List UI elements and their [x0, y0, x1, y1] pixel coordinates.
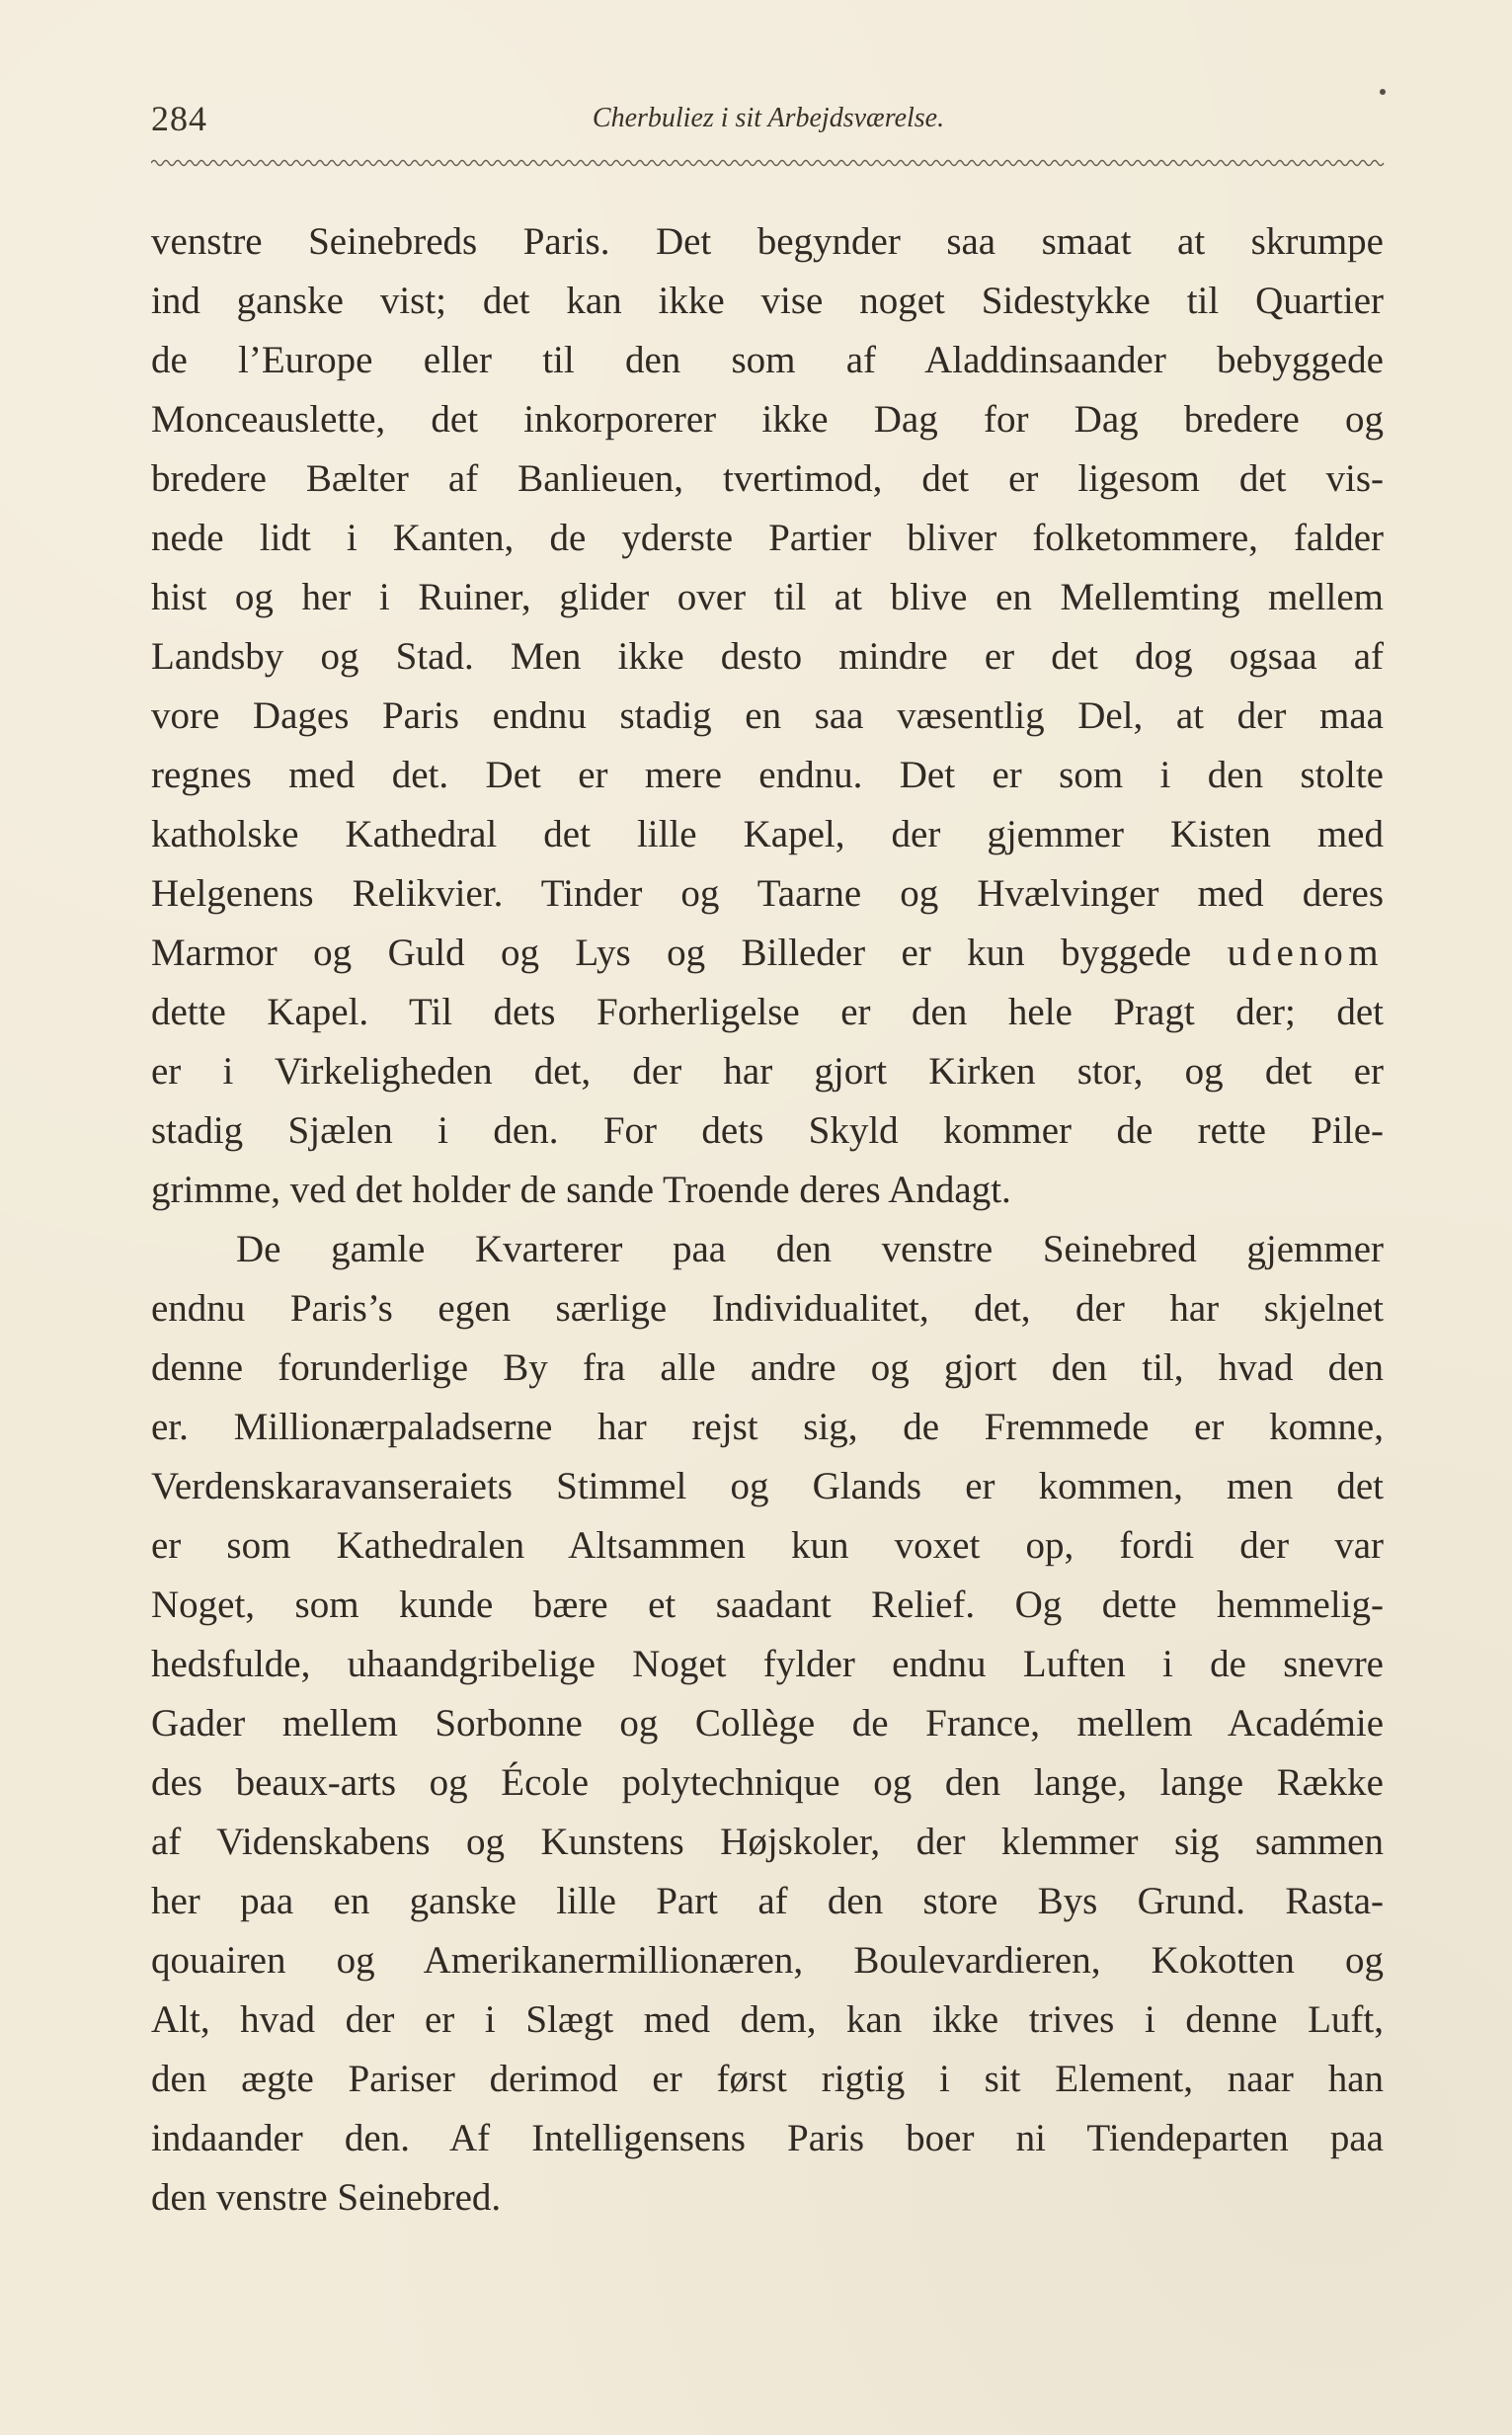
- text-line: hist og her i Ruiner, glider over til at blive en Mellemting mellem: [151, 576, 1384, 618]
- text-line: Alt, hvad der er i Slægt med dem, kan ikke trives i denne Luft,: [151, 1998, 1384, 2041]
- text-line: ind ganske vist; det kan ikke vise noget Sidestykke til Quartier: [151, 280, 1384, 322]
- text-line: regnes med det. Det er mere endnu. Det er som i den stolte: [151, 754, 1384, 796]
- text-line: Verdenskaravanseraiets Stimmel og Glands er kommen, men det: [151, 1465, 1384, 1507]
- text-line: De gamle Kvarterer paa den venstre Seinebred gjemmer: [236, 1228, 1384, 1270]
- text-line: her paa en ganske lille Part af den store Bys Grund. Rasta-: [151, 1880, 1384, 1922]
- text-line: endnu Paris’s egen særlige Individualitet, det, der har skjelnet: [151, 1287, 1384, 1330]
- text-line: er. Millionærpaladserne har rejst sig, de Fremmede er komne,: [151, 1406, 1384, 1448]
- text-line: indaander den. Af Intelligensens Paris boer ni Tiendeparten paa: [151, 2117, 1384, 2159]
- ink-speck: [1380, 89, 1386, 95]
- running-head: [151, 99, 1386, 146]
- text-segment: Marmor og Guld og Lys og Billeder er kun byggede: [151, 932, 1192, 974]
- text-line: hedsfulde, uhaandgribelige Noget fylder endnu Luften i de snevre: [151, 1643, 1384, 1685]
- text-line: Helgenens Relikvier. Tinder og Taarne og Hvælvinger med deres: [151, 872, 1384, 915]
- text-line: de l’Europe eller til den som af Aladdinsaander bebyggede: [151, 339, 1384, 381]
- text-line: venstre Seinebreds Paris. Det begynder saa smaat at skrumpe: [151, 220, 1384, 263]
- text-line: er som Kathedralen Altsammen kun voxet op, fordi der var: [151, 1524, 1384, 1567]
- text-line: grimme, ved det holder de sande Troende deres Andagt.: [151, 1169, 1011, 1211]
- text-line: Monceauslette, det inkorporerer ikke Dag for Dag bredere og: [151, 398, 1384, 441]
- text-line: nede lidt i Kanten, de yderste Partier bliver folketommere, falder: [151, 517, 1384, 559]
- text-line: denne forunderlige By fra alle andre og gjort den til, hvad den: [151, 1346, 1384, 1389]
- text-line: stadig Sjælen i den. For dets Skyld kommer de rette Pile-: [151, 1109, 1384, 1152]
- text-line: Gader mellem Sorbonne og Collège de France, mellem Académie: [151, 1702, 1384, 1745]
- text-line: katholske Kathedral det lille Kapel, der gjemmer Kisten med: [151, 813, 1384, 855]
- text-line: vore Dages Paris endnu stadig en saa væsentlig Del, at der maa: [151, 694, 1384, 737]
- text-line: des beaux-arts og École polytechnique og den lange, lange Række: [151, 1761, 1384, 1804]
- text-line: den ægte Pariser derimod er først rigtig i sit Element, naar han: [151, 2058, 1384, 2100]
- text-line: den venstre Seinebred.: [151, 2176, 502, 2219]
- text-line: [151, 924, 1384, 983]
- main-text: [151, 212, 1384, 2228]
- decorative-rule: [151, 156, 1386, 170]
- text-line: bredere Bælter af Banlieuen, tvertimod, det er ligesom det vis-: [151, 457, 1384, 500]
- running-title: Cherbuliez i sit Arbejdsværelse.: [592, 103, 945, 133]
- page-number: 284: [151, 99, 207, 138]
- text-line: dette Kapel. Til dets Forherligelse er den hele Pragt der; det: [151, 991, 1384, 1033]
- text-line: Landsby og Stad. Men ikke desto mindre er det dog ogsaa af: [151, 635, 1384, 678]
- text-line: Noget, som kunde bære et saadant Relief. Og dette hemmelig-: [151, 1583, 1384, 1626]
- text-line: af Videnskabens og Kunstens Højskoler, der klemmer sig sammen: [151, 1821, 1384, 1863]
- emphasized-word: udenom: [1227, 932, 1384, 974]
- text-line: er i Virkeligheden det, der har gjort Kirken stor, og det er: [151, 1050, 1384, 1093]
- text-line: qouairen og Amerikanermillionæren, Boulevardieren, Kokotten og: [151, 1939, 1384, 1982]
